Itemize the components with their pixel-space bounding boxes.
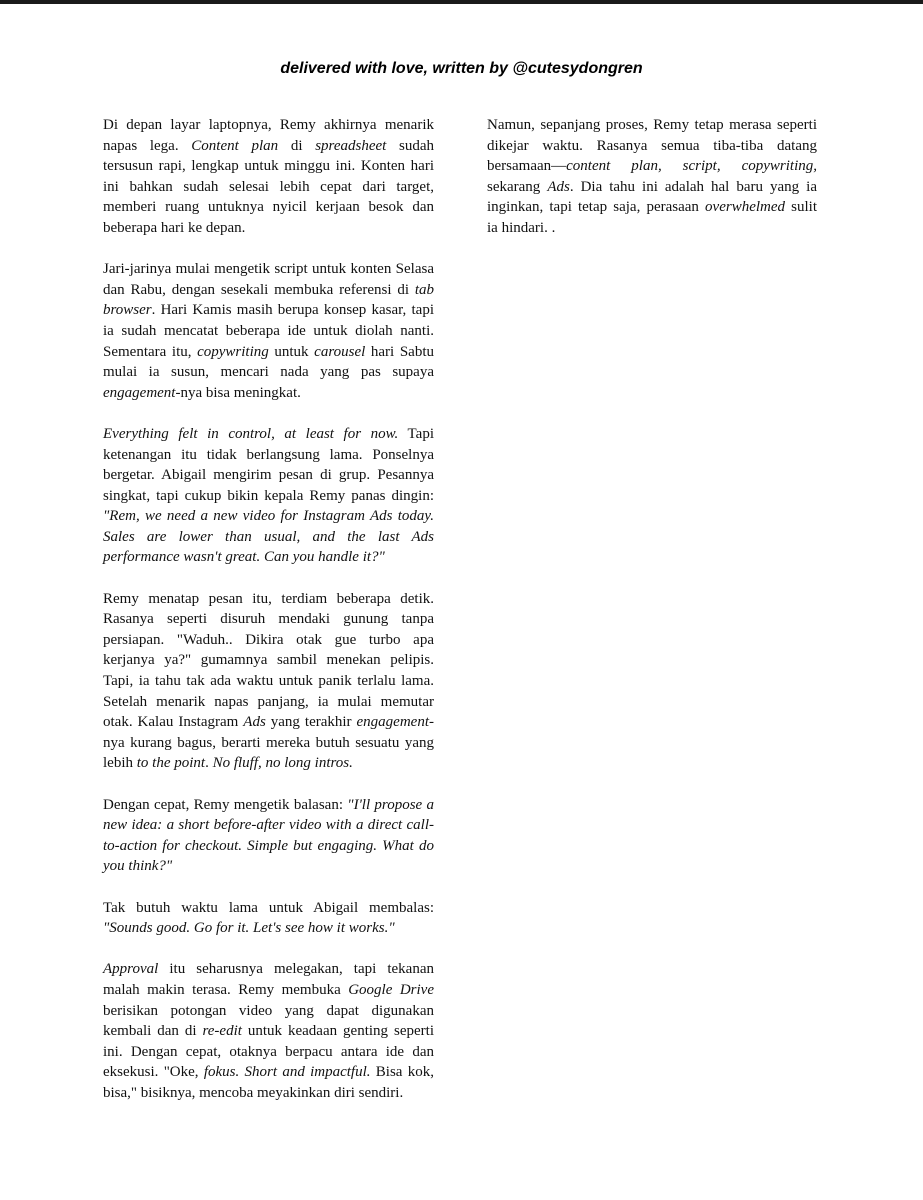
italic-text: No fluff, no long intros. xyxy=(212,755,353,772)
italic-text: engagement xyxy=(356,714,429,731)
italic-text: Ads xyxy=(243,714,266,731)
text-run: hari Sabtu mulai ia susun, mencari nada yang pas supaya xyxy=(103,343,434,381)
paragraph xyxy=(103,795,434,877)
text-run: Namun, sepanjang proses, Remy tetap merasa seperti dikejar waktu. Rasanya semua tiba-tiba datang bersamaan— xyxy=(487,117,817,175)
paragraph xyxy=(103,259,434,403)
italic-text: spreadsheet xyxy=(315,137,387,154)
paragraph xyxy=(103,115,434,239)
paragraph xyxy=(103,424,434,568)
italic-text: tab browser xyxy=(103,281,434,319)
italic-text: re-edit xyxy=(202,1023,242,1040)
left-column xyxy=(103,115,434,1104)
text-run: sekarang xyxy=(487,178,548,195)
text-run: berisikan potongan video yang dapat digunakan kembali dan di xyxy=(103,1002,434,1040)
paragraph xyxy=(103,959,434,1103)
text-run: Remy menatap pesan itu, terdiam beberapa detik. Rasanya seperti disuruh mendaki gunung tanpa persiapan. "Waduh.. Dikira otak gue turbo apa kerjanya ya?" gumamnya sambil menekan pelipis. Tapi, ia tahu tak ada waktu untuk panik terlalu lama. Setelah menarik napas panjang, ia mulai memutar otak. Kalau Instagram xyxy=(103,590,434,731)
text-run: Dengan cepat, Remy mengetik balasan: xyxy=(103,796,348,813)
italic-text: "I'll propose a new idea: a short before-after video with a direct call-to-action for checkout. Simple but engaging. What do you think?" xyxy=(103,796,434,875)
italic-text: Approval xyxy=(103,961,159,978)
text-run: untuk xyxy=(268,343,315,360)
text-run: itu seharusnya melegakan, tapi tekanan malah makin terasa. Remy membuka xyxy=(103,961,434,998)
text-run: sudah tersusun rapi, lengkap untuk minggu ini. Konten hari ini bahkan sudah selesai lebih cepat dari target, memberi ruang untuknya nyicil kerjaan besok dan beberapa hari ke depan. xyxy=(103,137,435,236)
italic-text: "Sounds good. Go for it. Let's see how it works." xyxy=(103,920,395,937)
text-run: . Hari Kamis masih berupa konsep kasar, tapi ia sudah mencatat beberapa ide untuk diolah nanti. Sementara itu, xyxy=(103,302,434,360)
italic-text: Content plan xyxy=(191,137,279,154)
italic-text: Ads xyxy=(547,178,570,195)
text-run: Di depan layar laptopnya, Remy akhirnya menarik napas lega. xyxy=(103,117,434,154)
text-run: Tapi ketenangan itu tidak berlangsung lama. Ponselnya bergetar. Abigail mengirim pesan di grup. Pesannya singkat, tapi cukup bikin kepala Remy panas dingin: xyxy=(103,425,434,504)
text-run: -nya bisa meningkat. xyxy=(175,384,301,401)
page-header: delivered with love, written by @cutesydongren xyxy=(280,60,643,77)
italic-text: fokus. Short and impactful. xyxy=(203,1064,371,1081)
top-border xyxy=(0,0,923,4)
italic-text: Google Drive xyxy=(348,981,435,998)
text-run: Jari-jarinya mulai mengetik script untuk konten Selasa dan Rabu, dengan sesekali membuka referensi di xyxy=(103,261,434,298)
text-run: . xyxy=(205,755,213,772)
right-column xyxy=(487,115,817,239)
text-run: yang terakhir xyxy=(265,714,357,731)
paragraph xyxy=(487,115,817,239)
italic-text: copywriting xyxy=(197,343,269,360)
text-run: -nya kurang bagus, berarti mereka butuh sesuatu yang lebih xyxy=(103,714,434,772)
paragraph xyxy=(103,898,434,939)
italic-text: content plan, script, copywriting, xyxy=(566,158,817,175)
italic-text: engagement xyxy=(103,384,176,401)
italic-text: carousel xyxy=(314,343,366,360)
text-run: Bisa kok, bisa," bisiknya, mencoba meyakinkan diri sendiri. xyxy=(103,1064,434,1101)
italic-text: to the point xyxy=(136,755,206,772)
text-run: Tak butuh waktu lama untuk Abigail membalas: xyxy=(103,899,434,916)
italic-text: Everything felt in control, at least for now. xyxy=(103,425,399,442)
italic-text: "Rem, we need a new video for Instagram Ads today. Sales are lower than usual, and the last Ads performance wasn't great. Can you handle it?" xyxy=(103,508,434,566)
text-run: untuk keadaan genting seperti ini. Dengan cepat, otaknya berpacu antara ide dan eksekusi. "Oke, xyxy=(103,1023,434,1081)
text-run: di xyxy=(278,137,316,154)
text-run: . Dia tahu ini adalah hal baru yang ia inginkan, tapi tetap saja, perasaan xyxy=(487,178,817,216)
paragraph xyxy=(103,589,434,774)
text-run: sulit ia hindari. . xyxy=(487,199,817,236)
italic-text: overwhelmed xyxy=(705,199,786,216)
